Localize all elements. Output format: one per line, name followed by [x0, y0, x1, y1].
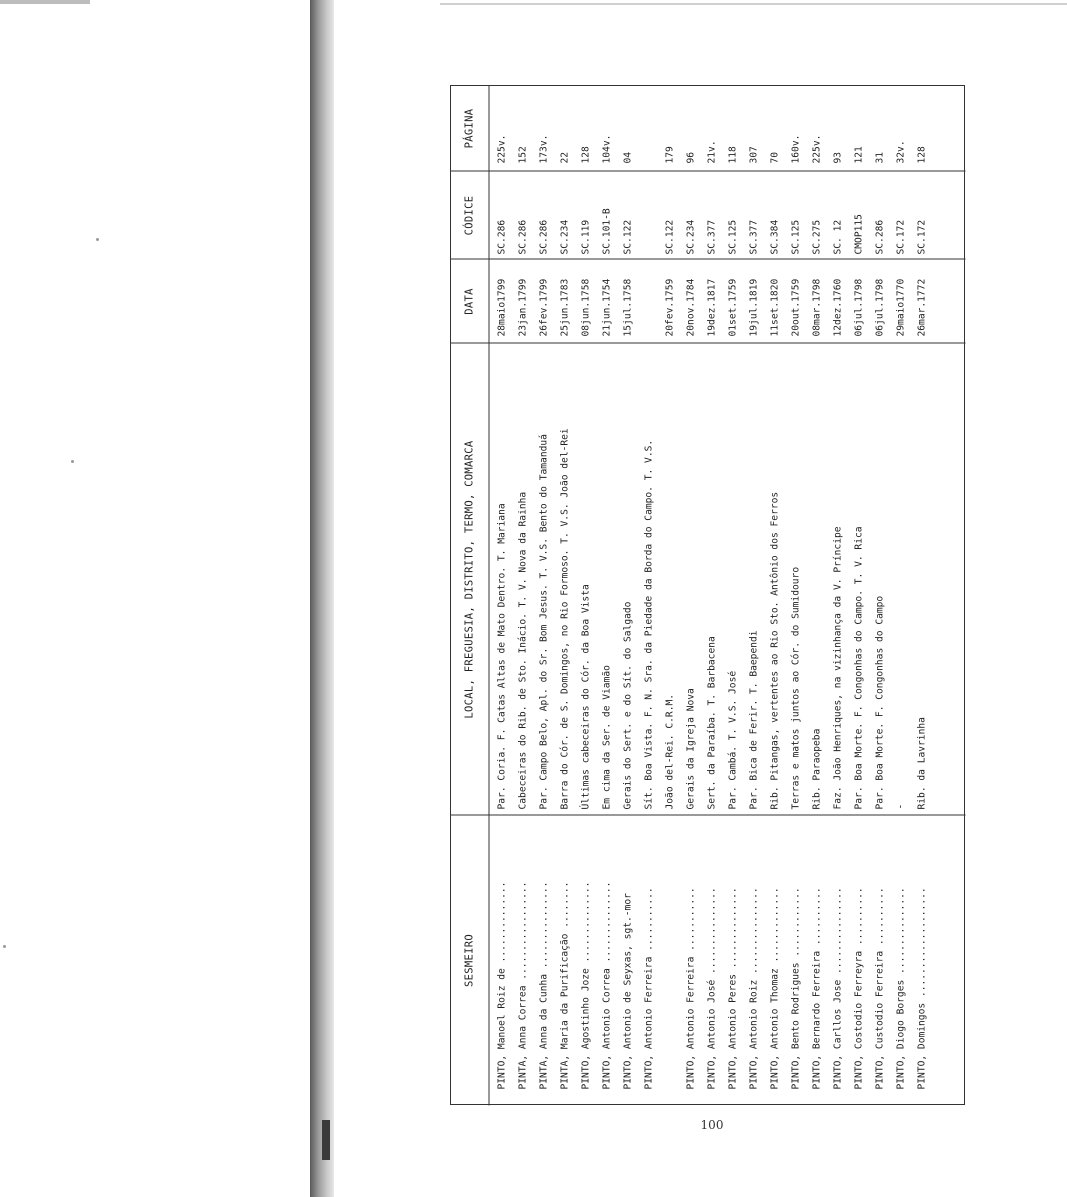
sesmeiro-cell: PINTO, Antonio José ............... [706, 887, 718, 1090]
header-local: LOCAL, FREGUESIA, DISTRITO, TERMO, COMARCA [463, 440, 476, 719]
table-row [807, 86, 828, 1106]
header-pagina: PÁGINA [463, 108, 476, 149]
page-cell: 128 [916, 146, 928, 164]
table-row [891, 86, 912, 1106]
local-cell: Terras e matos juntos ao Cór. do Sumidouro [790, 566, 802, 810]
sesmeiro-cell: PINTO, Antonio Peres .............. [727, 887, 739, 1090]
page-gutter [310, 0, 334, 1197]
sesmeiro-cell: PINTO, Antonio Ferreira ........... [685, 887, 697, 1090]
table-row [912, 86, 933, 1106]
date-cell: 23jan.1799 [517, 278, 529, 337]
sesmeiro-cell: PINTO, Antonio Thomaz ............. [769, 887, 781, 1090]
date-cell: 26fev.1799 [538, 278, 550, 337]
codice-cell: CMOP115 [853, 214, 865, 255]
date-cell: 19jul.1819 [748, 278, 760, 337]
local-cell: Faz. João Henriques, na vizinhança da V. Príncipe [832, 526, 844, 810]
page-cell: 70 [769, 151, 781, 164]
codice-cell: SC. 12 [832, 219, 844, 255]
table-row [513, 86, 534, 1106]
sesmeiro-cell: PINTO, Antonio de Seyxas, sgt.-mor [622, 893, 634, 1090]
date-cell: 11set.1820 [769, 278, 781, 337]
sesmeiro-cell: PINTO, Antonio Roiz ............... [748, 887, 760, 1090]
codice-cell: SC.234 [559, 219, 571, 255]
page-cell: 93 [832, 151, 844, 164]
table-row [870, 86, 891, 1106]
codice-cell: SC.172 [895, 219, 907, 255]
codice-cell: SC.286 [517, 219, 529, 255]
top-edge-mark [0, 0, 90, 4]
page-cell: 173v. [538, 134, 550, 164]
header-sesmeiro: SESMEIRO [463, 934, 476, 987]
local-cell: Últimas cabeceiras do Cór. da Boa Vista [580, 584, 592, 810]
local-cell: Sert. da Paraíba. T. Barbacena [706, 636, 718, 810]
table-header [451, 86, 490, 1106]
sesmeiro-cell: PINTO, Bento Rodrigues ............ [790, 887, 802, 1090]
sesmeiro-cell: PINTO, Custodio Ferreira .......... [874, 887, 886, 1090]
codice-cell: SC.275 [811, 219, 823, 255]
date-cell [639, 263, 660, 337]
date-cell: 15jul.1758 [622, 278, 634, 337]
sesmeiro-cell: PINTO, Antonio Correa .............. [601, 881, 613, 1090]
date-cell: 08jun.1758 [580, 278, 592, 337]
page-cell: 179 [664, 146, 676, 164]
codice-cell: SC.234 [685, 219, 697, 255]
local-cell: Sít. Boa Vista. F. N. Sra. da Piedade da Borda do Campo. T. V.S. [643, 439, 655, 810]
date-cell: 25jun.1783 [559, 278, 571, 337]
table-row [618, 86, 639, 1106]
codice-cell: SC.377 [748, 219, 760, 255]
table-row [702, 86, 723, 1106]
codice-cell [639, 181, 660, 255]
codice-cell: SC.125 [727, 219, 739, 255]
sesmeiro-cell: PINTO, Carllos Jose ............... [832, 887, 844, 1090]
date-cell: 20fev.1759 [664, 278, 676, 337]
codice-cell: SC.125 [790, 219, 802, 255]
page-cell: 160v. [790, 134, 802, 164]
sesmeiro-cell: PINTA, Maria da Purificação ........ [559, 881, 571, 1090]
page-number: 100 [700, 1118, 724, 1132]
table-row [639, 86, 660, 1106]
sesmeiro-cell: PINTA, Anna da Cunha ............... [538, 881, 550, 1090]
header-codice: CÓDICE [463, 195, 476, 236]
page-cell: 31 [874, 151, 886, 164]
sesmeiro-cell: PINTO, Manoel Roiz de .............. [496, 881, 508, 1090]
local-cell: Par. Campo Belo, Apl. do Sr. Bom Jesus. T. V.S. Bento do Tamanduá [538, 434, 550, 810]
date-cell: 19dez.1817 [706, 278, 718, 337]
sesmeiro-cell: PINTA, Anna Correa ................. [517, 881, 529, 1090]
date-cell: 06jul.1798 [853, 278, 865, 337]
codice-cell: SC.122 [622, 219, 634, 255]
paper-speck [71, 460, 74, 463]
page-cell: 22 [559, 151, 571, 164]
sesmeiro-cell [660, 820, 681, 1090]
table-row [744, 86, 765, 1106]
sesmarias-table [450, 85, 965, 1105]
codice-cell: SC.286 [496, 219, 508, 255]
date-cell: 12dez.1760 [832, 278, 844, 337]
sesmeiro-cell: PINTO, Costodio Ferreyra .......... [853, 887, 865, 1090]
page-cell: 96 [685, 151, 697, 164]
table-row [555, 86, 576, 1106]
table-row [534, 86, 555, 1106]
sesmeiro-cell: PINTO, Diogo Borges ............... [895, 887, 907, 1090]
page-cell: 128 [580, 146, 592, 164]
rotated-table-content [451, 86, 966, 1106]
local-cell: Par. Boa Morte. F. Congonhas do Campo. T. V. Rica [853, 526, 865, 810]
codice-cell: SC.172 [916, 219, 928, 255]
date-cell: 26mar.1772 [916, 278, 928, 337]
local-cell: Em cima da Ser. de Viamão [601, 665, 613, 810]
page-cell: 121 [853, 146, 865, 164]
page-cell: 118 [727, 146, 739, 164]
table-row [660, 86, 681, 1106]
codice-cell: SC.286 [874, 219, 886, 255]
codice-cell: SC.286 [538, 219, 550, 255]
page-cell: 152 [517, 146, 529, 164]
codice-cell: SC.384 [769, 219, 781, 255]
paper-speck [96, 238, 99, 241]
date-cell: 01set.1759 [727, 278, 739, 337]
page-cell: 307 [748, 146, 760, 164]
table-row [576, 86, 597, 1106]
table-row [765, 86, 786, 1106]
sesmeiro-cell: PINTO, Bernardo Ferreira .......... [811, 887, 823, 1090]
local-cell: Barra do Cór. de S. Domingos, no Rio Formoso. T. V.S. João del-Rei [559, 428, 571, 810]
sesmeiro-cell: PINTO, Agostinho Joze .............. [580, 881, 592, 1090]
page-cell [639, 104, 660, 164]
top-edge-line [440, 3, 1067, 5]
codice-cell: SC.377 [706, 219, 718, 255]
local-cell: Cabeceiras do Rib. de Sto. Inácio. T. V. Nova da Rainha [517, 491, 529, 810]
table-row [849, 86, 870, 1106]
table-row [597, 86, 618, 1106]
table-row [786, 86, 807, 1106]
page-cell: 225v. [496, 134, 508, 164]
local-cell: Par. Coria. F. Catas Altas de Mato Dentro. T. Mariana [496, 503, 508, 810]
local-cell: - [895, 803, 907, 810]
local-cell: Par. Boa Morte. F. Congonhas do Campo [874, 595, 886, 810]
date-cell: 29maio1770 [895, 278, 907, 337]
date-cell: 28maio1799 [496, 278, 508, 337]
date-cell: 08mar.1798 [811, 278, 823, 337]
local-cell: Rib. Paraopeba [811, 728, 823, 810]
page-cell: 225v. [811, 134, 823, 164]
codice-cell: SC.122 [664, 219, 676, 255]
codice-cell: SC.101-B [601, 208, 613, 255]
header-data: DATA [463, 288, 476, 315]
local-cell: João del-Rei. C.R.M. [664, 693, 676, 810]
date-cell: 06jul.1798 [874, 278, 886, 337]
table-row [681, 86, 702, 1106]
date-cell: 20out.1759 [790, 278, 802, 337]
codice-cell: SC.119 [580, 219, 592, 255]
gutter-shadow [322, 1120, 330, 1160]
page-cell: 04 [622, 151, 634, 164]
page-cell: 104v. [601, 134, 613, 164]
local-cell: Par. Cambá. T. V.S. José [727, 670, 739, 810]
local-cell: Gerais da Igreja Nova [685, 688, 697, 810]
page-cell: 21v. [706, 140, 718, 164]
paper-speck [3, 945, 6, 948]
local-cell: Rib. Pitangas, vertentes ao Rio Sto. Antônio dos Ferros [769, 491, 781, 810]
table-row [492, 86, 513, 1106]
table-row [828, 86, 849, 1106]
date-cell: 21jun.1754 [601, 278, 613, 337]
local-cell: Par. Bica de Ferir. T. Baependi [748, 630, 760, 810]
sesmeiro-cell: PINTO, Domingos ................... [916, 887, 928, 1090]
sesmeiro-cell: PINTO, Antonio Ferreira ........... [643, 887, 655, 1090]
date-cell: 20nov.1784 [685, 278, 697, 337]
local-cell: Rib. da Lavrinha [916, 717, 928, 810]
local-cell: Gerais do Sert. e do Sít. do Salgado [622, 601, 634, 810]
page-cell: 32v. [895, 140, 907, 164]
table-row [723, 86, 744, 1106]
